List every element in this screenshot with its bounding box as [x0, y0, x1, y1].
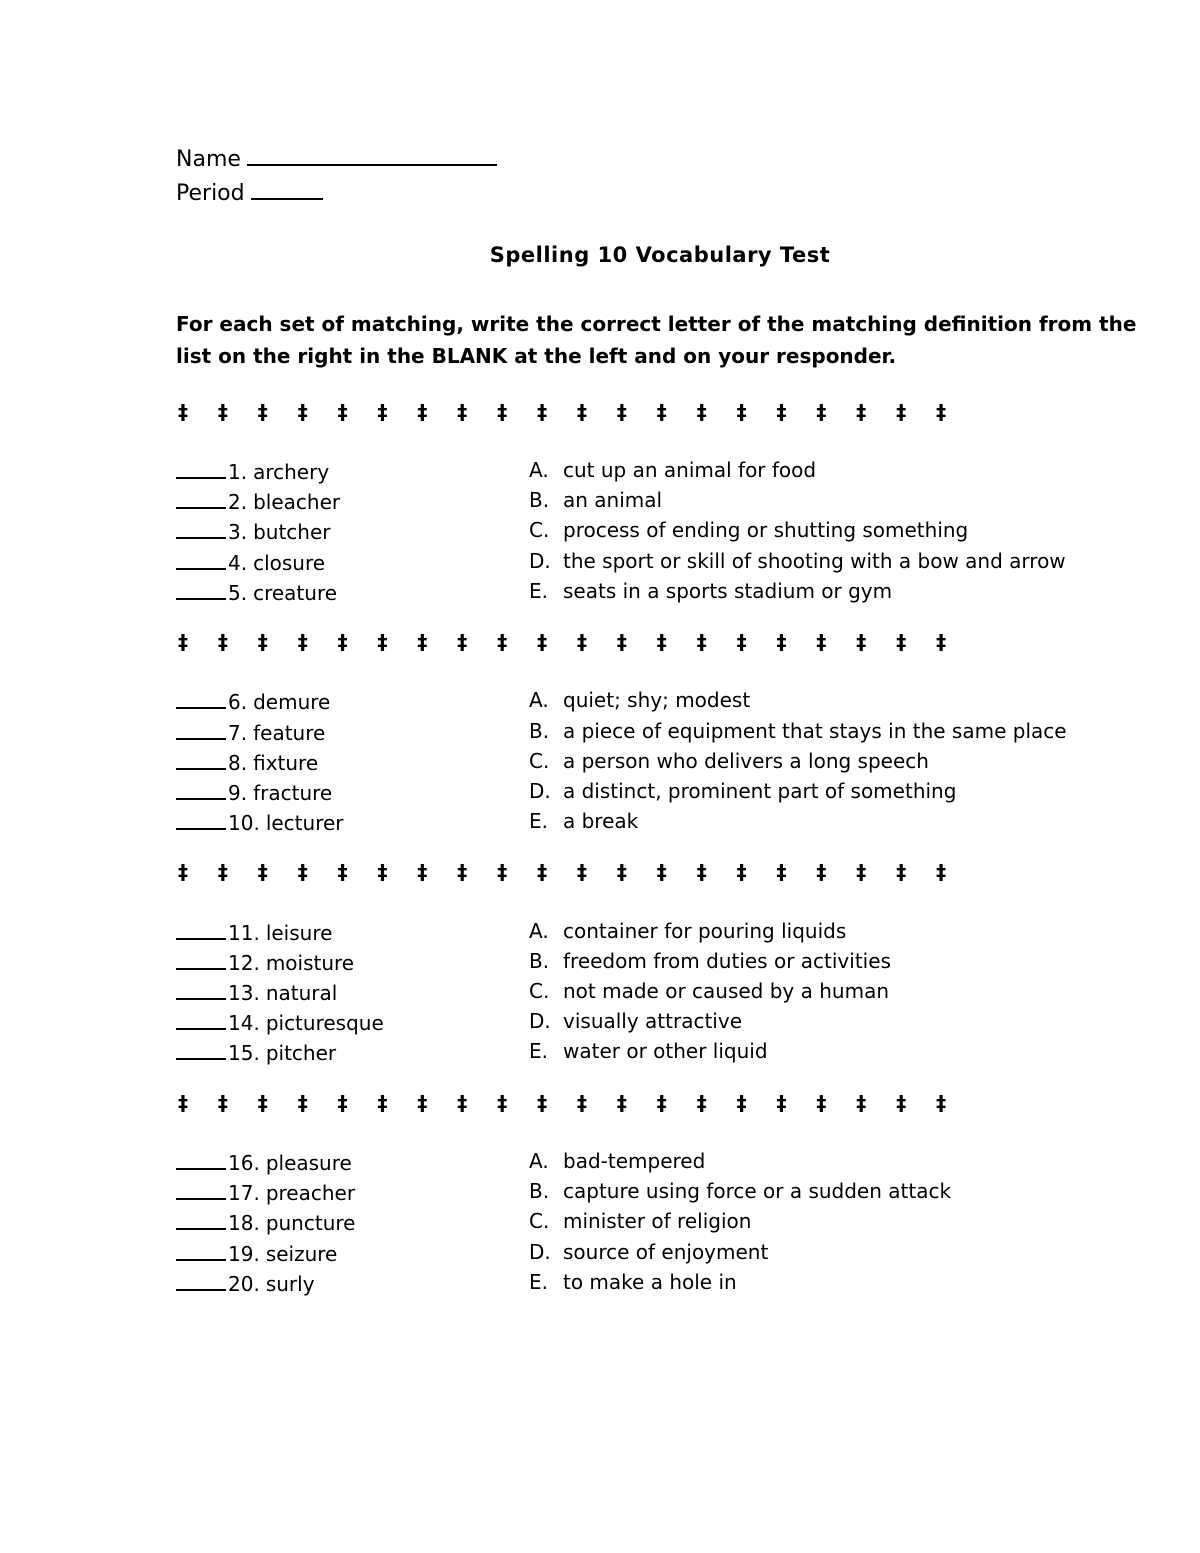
definition-text: capture using force or a sudden attack [563, 1179, 952, 1204]
definition-row [529, 746, 929, 776]
divider-ornament: ‡ [178, 630, 188, 654]
answer-blank[interactable] [176, 806, 226, 830]
answer-blank[interactable] [176, 685, 226, 709]
vocabulary-term: closure [253, 550, 326, 575]
definition-row [529, 546, 1066, 576]
definition-row [529, 455, 816, 485]
divider-ornament: ‡ [457, 860, 468, 884]
divider-ornament: ‡ [656, 400, 667, 424]
vocabulary-term: feature [253, 720, 326, 745]
vocabulary-term: surly [265, 1271, 315, 1296]
divider-ornament: ‡ [297, 400, 308, 424]
definition-letter: E. [529, 578, 548, 603]
divider-ornament: ‡ [816, 860, 827, 884]
divider-ornament: ‡ [656, 630, 667, 654]
vocabulary-term: creature [253, 580, 338, 605]
divider-ornament: ‡ [457, 630, 468, 654]
question-number: 20. [228, 1271, 260, 1296]
definition-letter: E. [529, 809, 548, 834]
name-blank[interactable] [247, 144, 497, 166]
divider-ornament: ‡ [417, 1091, 428, 1115]
question-row [176, 1206, 355, 1236]
definition-row [529, 685, 750, 715]
divider-ornament: ‡ [337, 400, 348, 424]
name-field [176, 144, 497, 172]
definition-letter: D. [529, 1239, 551, 1264]
definition-letter: B. [529, 718, 550, 743]
divider-ornament: ‡ [936, 860, 947, 884]
definition-letter: A. [529, 1148, 549, 1173]
definition-letter: B. [529, 1179, 550, 1204]
definition-row [529, 776, 956, 806]
definition-row [529, 1237, 768, 1267]
definition-letter: A. [529, 458, 549, 482]
question-number: 1. [228, 460, 248, 484]
answer-blank[interactable] [176, 1176, 226, 1200]
question-number: 6. [228, 690, 248, 715]
definition-text: quiet; shy; modest [563, 688, 751, 713]
question-row [176, 946, 354, 976]
divider-ornament: ‡ [497, 860, 508, 884]
divider-ornament: ‡ [377, 630, 388, 654]
definition-letter: D. [529, 778, 551, 803]
definition-letter: C. [529, 748, 550, 773]
divider-ornament: ‡ [178, 860, 188, 884]
divider-ornament: ‡ [257, 400, 268, 424]
divider-ornament: ‡ [856, 630, 867, 654]
divider-ornament: ‡ [776, 1091, 787, 1115]
definition-row [529, 976, 889, 1006]
question-number: 10. [228, 811, 260, 836]
divider-ornament: ‡ [816, 630, 827, 654]
answer-blank[interactable] [176, 1006, 226, 1030]
divider-ornament: ‡ [577, 1091, 587, 1115]
definition-text: seats in a sports stadium or gym [563, 578, 893, 603]
vocabulary-term: seizure [265, 1241, 338, 1266]
period-blank[interactable] [251, 178, 323, 200]
definition-letter: C. [529, 979, 550, 1003]
definition-text: to make a hole in [563, 1269, 737, 1294]
question-number: 8. [228, 750, 248, 775]
definition-row [529, 1176, 951, 1206]
answer-blank[interactable] [176, 976, 226, 1000]
divider-ornament: ‡ [696, 400, 707, 424]
divider-ornament: ‡ [457, 1091, 468, 1115]
vocabulary-term: leisure [265, 920, 333, 945]
divider-ornament: ‡ [297, 1091, 308, 1115]
answer-blank[interactable] [176, 776, 226, 800]
definition-text: a piece of equipment that stays in the same place [563, 718, 1067, 743]
divider-ornament: ‡ [776, 630, 787, 654]
definition-letter: A. [529, 918, 549, 943]
question-number: 4. [228, 550, 248, 575]
divider-ornament: ‡ [616, 630, 627, 654]
answer-blank[interactable] [176, 1146, 226, 1170]
vocabulary-term: fracture [253, 780, 333, 805]
vocabulary-term: picturesque [265, 1011, 384, 1036]
divider-ornament: ‡ [736, 630, 747, 654]
definition-text: visually attractive [563, 1009, 743, 1034]
definition-row [529, 1206, 751, 1236]
question-row [176, 806, 344, 836]
divider-ornament: ‡ [856, 1091, 867, 1115]
divider-ornament: ‡ [816, 400, 827, 424]
divider-ornament: ‡ [217, 860, 228, 884]
definition-text: source of enjoyment [563, 1239, 769, 1264]
divider-ornament: ‡ [577, 860, 587, 884]
divider-ornament: ‡ [616, 1091, 627, 1115]
answer-blank[interactable] [176, 1267, 226, 1291]
question-row [176, 455, 329, 485]
definition-row [529, 485, 662, 515]
question-row [176, 746, 318, 776]
divider-ornament: ‡ [776, 860, 787, 884]
vocabulary-term: lecturer [265, 811, 344, 836]
divider-ornament: ‡ [896, 1091, 907, 1115]
definition-row [529, 1146, 705, 1176]
definition-text: bad-tempered [563, 1148, 706, 1173]
vocabulary-term: bleacher [253, 490, 341, 515]
divider-ornament: ‡ [257, 1091, 268, 1115]
divider-ornament: ‡ [577, 630, 587, 654]
divider-ornament: ‡ [217, 630, 228, 654]
definition-row [529, 946, 891, 976]
divider-ornament: ‡ [217, 400, 228, 424]
divider-ornament: ‡ [337, 860, 348, 884]
question-number: 14. [228, 1011, 260, 1036]
divider-ornament: ‡ [497, 1091, 508, 1115]
vocabulary-term: moisture [265, 950, 355, 975]
answer-blank[interactable] [176, 946, 226, 970]
definition-text: a distinct, prominent part of something [563, 778, 957, 803]
vocabulary-term: puncture [265, 1211, 356, 1236]
definition-text: process of ending or shutting something [563, 518, 969, 543]
definition-text: an animal [563, 488, 663, 513]
definition-row [529, 916, 846, 946]
question-row [176, 485, 340, 515]
definition-letter: E. [529, 1269, 548, 1294]
divider-ornament: ‡ [816, 1091, 827, 1115]
divider-ornament: ‡ [656, 860, 667, 884]
definition-letter: D. [529, 548, 551, 573]
divider-ornament: ‡ [856, 400, 867, 424]
question-number: 15. [228, 1041, 260, 1066]
question-row [176, 776, 332, 806]
answer-blank[interactable] [176, 455, 226, 479]
question-row [176, 1176, 355, 1206]
definition-letter: A. [529, 688, 549, 713]
question-row [176, 1006, 384, 1036]
definition-text: freedom from duties or activities [563, 948, 891, 973]
divider-ornament: ‡ [377, 860, 388, 884]
divider-ornament: ‡ [616, 400, 627, 424]
vocabulary-term: pleasure [265, 1150, 352, 1175]
question-row [176, 515, 331, 545]
definition-text: a person who delivers a long speech [563, 748, 929, 773]
definition-text: cut up an animal for food [563, 458, 817, 482]
definition-text: container for pouring liquids [563, 918, 847, 943]
question-row [176, 1036, 336, 1066]
answer-blank[interactable] [176, 576, 226, 600]
question-row [176, 546, 325, 576]
question-row [176, 576, 337, 606]
definition-row [529, 576, 892, 606]
divider-ornament: ‡ [696, 1091, 707, 1115]
question-row [176, 1146, 352, 1176]
divider-ornament: ‡ [936, 630, 947, 654]
answer-blank[interactable] [176, 746, 226, 770]
question-number: 13. [228, 981, 260, 1005]
question-number: 19. [228, 1241, 260, 1266]
divider-ornament: ‡ [736, 860, 747, 884]
divider-ornament: ‡ [537, 630, 548, 654]
definition-row [529, 1036, 768, 1066]
vocabulary-term: preacher [265, 1181, 356, 1206]
divider-ornament: ‡ [896, 630, 907, 654]
vocabulary-term: pitcher [265, 1041, 337, 1066]
answer-blank[interactable] [176, 546, 226, 570]
vocabulary-term: archery [253, 460, 330, 484]
definition-text: a break [563, 809, 639, 834]
divider-ornament: ‡ [257, 860, 268, 884]
divider-ornament: ‡ [217, 1091, 228, 1115]
divider-ornament: ‡ [337, 1091, 348, 1115]
name-label: Name [176, 147, 241, 172]
divider-ornament: ‡ [537, 860, 548, 884]
question-number: 2. [228, 490, 248, 515]
divider-ornament: ‡ [616, 860, 627, 884]
divider-ornament: ‡ [577, 400, 587, 424]
divider-ornament: ‡ [936, 1091, 947, 1115]
divider-ornament: ‡ [497, 630, 508, 654]
divider-ornament: ‡ [417, 860, 428, 884]
answer-blank[interactable] [176, 1206, 226, 1230]
period-field [176, 178, 323, 206]
divider-ornament: ‡ [896, 400, 907, 424]
divider-ornament: ‡ [896, 860, 907, 884]
question-number: 7. [228, 720, 248, 745]
definition-row [529, 1267, 737, 1297]
definition-letter: E. [529, 1039, 548, 1064]
answer-blank[interactable] [176, 485, 226, 509]
definition-text: water or other liquid [563, 1039, 768, 1064]
instructions: For each set of matching, write the correct letter of the matching definition from the list on the right in the BLANK at the left and on your responder. [176, 312, 1137, 368]
question-row [176, 1267, 315, 1297]
divider-ornament: ‡ [178, 400, 188, 424]
definition-text: not made or caused by a human [563, 979, 889, 1003]
definition-letter: C. [529, 518, 550, 543]
definition-row [529, 806, 638, 836]
divider-ornament: ‡ [696, 630, 707, 654]
definition-letter: B. [529, 948, 550, 973]
divider-ornament: ‡ [856, 860, 867, 884]
answer-blank[interactable] [176, 1237, 226, 1261]
divider-ornament: ‡ [736, 400, 747, 424]
divider-ornament: ‡ [377, 400, 388, 424]
divider-ornament: ‡ [537, 400, 548, 424]
question-row [176, 716, 325, 746]
definition-row [529, 515, 968, 545]
question-number: 3. [228, 520, 248, 545]
divider-ornament: ‡ [776, 400, 787, 424]
divider-ornament: ‡ [936, 400, 947, 424]
divider-ornament: ‡ [457, 400, 468, 424]
definition-text: minister of religion [563, 1209, 752, 1234]
divider-ornament: ‡ [337, 630, 348, 654]
divider-ornament: ‡ [696, 860, 707, 884]
vocabulary-term: natural [265, 981, 338, 1005]
period-label: Period [176, 181, 245, 206]
question-number: 12. [228, 950, 260, 975]
definition-letter: B. [529, 488, 550, 513]
question-row [176, 685, 330, 715]
divider-ornament: ‡ [297, 860, 308, 884]
vocabulary-term: demure [253, 690, 331, 715]
answer-blank[interactable] [176, 916, 226, 940]
answer-blank[interactable] [176, 716, 226, 740]
divider-ornament: ‡ [377, 1091, 388, 1115]
vocabulary-term: butcher [253, 520, 331, 545]
definition-row [529, 716, 1067, 746]
divider-ornament: ‡ [257, 630, 268, 654]
question-number: 9. [228, 780, 248, 805]
answer-blank[interactable] [176, 515, 226, 539]
definition-letter: C. [529, 1209, 550, 1234]
divider-ornament: ‡ [178, 1091, 188, 1115]
definition-text: the sport or skill of shooting with a bow and arrow [563, 548, 1066, 573]
definition-letter: D. [529, 1009, 551, 1034]
vocabulary-term: fixture [253, 750, 319, 775]
divider-ornament: ‡ [417, 400, 428, 424]
question-row [176, 916, 332, 946]
question-row [176, 976, 337, 1006]
question-number: 5. [228, 580, 248, 605]
divider-ornament: ‡ [417, 630, 428, 654]
divider-ornament: ‡ [656, 1091, 667, 1115]
question-number: 17. [228, 1181, 260, 1206]
answer-blank[interactable] [176, 1036, 226, 1060]
question-number: 16. [228, 1150, 260, 1175]
divider-ornament: ‡ [497, 400, 508, 424]
question-number: 11. [228, 920, 260, 945]
divider-ornament: ‡ [297, 630, 308, 654]
definition-row [529, 1006, 742, 1036]
question-number: 18. [228, 1211, 260, 1236]
question-row [176, 1237, 337, 1267]
divider-ornament: ‡ [736, 1091, 747, 1115]
divider-ornament: ‡ [537, 1091, 548, 1115]
page-title: Spelling 10 Vocabulary Test [489, 243, 831, 267]
